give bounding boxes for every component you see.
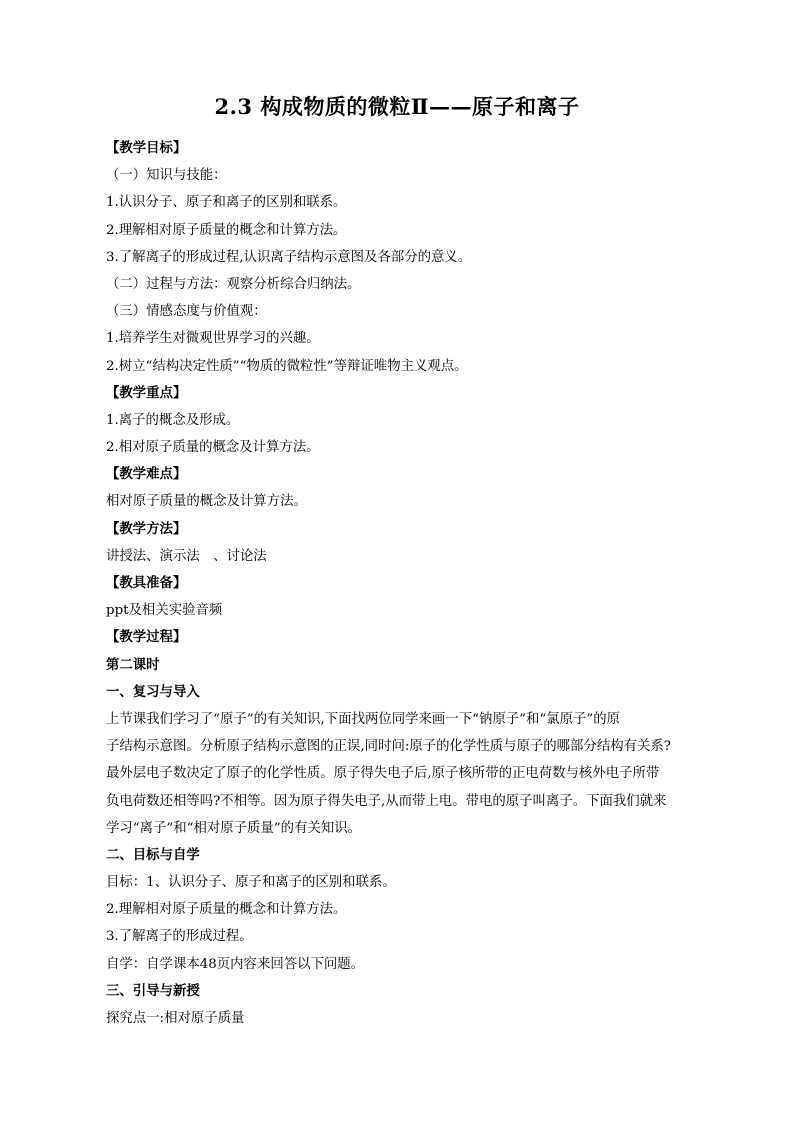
- section-heading: 一、复习与导入: [106, 683, 200, 700]
- section-heading: 二、目标与自学: [106, 846, 200, 863]
- text-line: 子结构示意图。分析原子结构示意图的正误,同时问:原子的化学性质与原子的哪部分结构有关系?: [106, 739, 671, 755]
- text-line: 1.认识分子、原子和离子的区别和联系。: [106, 195, 347, 211]
- section-heading: 【教学难点】: [106, 466, 187, 483]
- section-heading: 第二课时: [106, 656, 160, 673]
- text-line: 3.了解离子的形成过程。: [106, 929, 253, 945]
- text-line: ppt及相关实验音频: [106, 603, 223, 619]
- text-line: （二）过程与方法：观察分析综合归纳法。: [106, 276, 361, 292]
- section-heading: 【教学过程】: [106, 629, 187, 646]
- text-line: 学习“离子”和“相对原子质量”的有关知识。: [106, 820, 362, 836]
- text-line: 2.树立“结构决定性质”“物质的微粒性”等辩证唯物主义观点。: [106, 358, 468, 374]
- text-line: 上节课我们学习了“原子”的有关知识,下面找两位同学来画一下“钠原子”和“氯原子”的原: [106, 711, 620, 727]
- text-line: 目标：1、认识分子、原子和离子的区别和联系。: [106, 875, 396, 891]
- text-line: 讲授法、演示法 、讨论法: [106, 548, 267, 564]
- text-line: （一）知识与技能：: [106, 168, 227, 184]
- text-line: 探究点一:相对原子质量: [106, 1011, 245, 1026]
- section-heading: 【教学重点】: [106, 384, 187, 401]
- section-heading: 【教具准备】: [106, 575, 187, 591]
- text-line: 2.相对原子质量的概念及计算方法。: [106, 440, 320, 456]
- text-line: 3.了解离子的形成过程,认识离子结构示意图及各部分的意义。: [106, 249, 472, 265]
- text-line: 1.离子的概念及形成。: [106, 412, 240, 428]
- section-heading: 三、引导与新授: [106, 982, 200, 999]
- text-line: 相对原子质量的概念及计算方法。: [106, 494, 307, 510]
- text-line: 最外层电子数决定了原子的化学性质。原子得失电子后,原子核所带的正电荷数与核外电子所带: [106, 766, 660, 782]
- text-line: 负电荷数还相等吗?不相等。因为原子得失电子,从而带上电。带电的原子叫离子。下面我们就来: [106, 793, 667, 809]
- document-body: [106, 135, 698, 1032]
- text-line: （三）情感态度与价值观：: [106, 304, 267, 320]
- text-line: 2.理解相对原子质量的概念和计算方法。: [106, 222, 347, 238]
- text-line: 2.理解相对原子质量的概念和计算方法。: [106, 902, 347, 918]
- text-line: 自学：自学课本48页内容来回答以下问题。: [106, 956, 365, 972]
- text-line: 1.培养学生对微观世界学习的兴趣。: [106, 331, 320, 347]
- document-title: 2.3 构成物质的微粒Ⅱ——原子和离子: [214, 94, 580, 119]
- section-heading: 【教学目标】: [106, 140, 187, 156]
- section-heading: 【教学方法】: [106, 520, 187, 537]
